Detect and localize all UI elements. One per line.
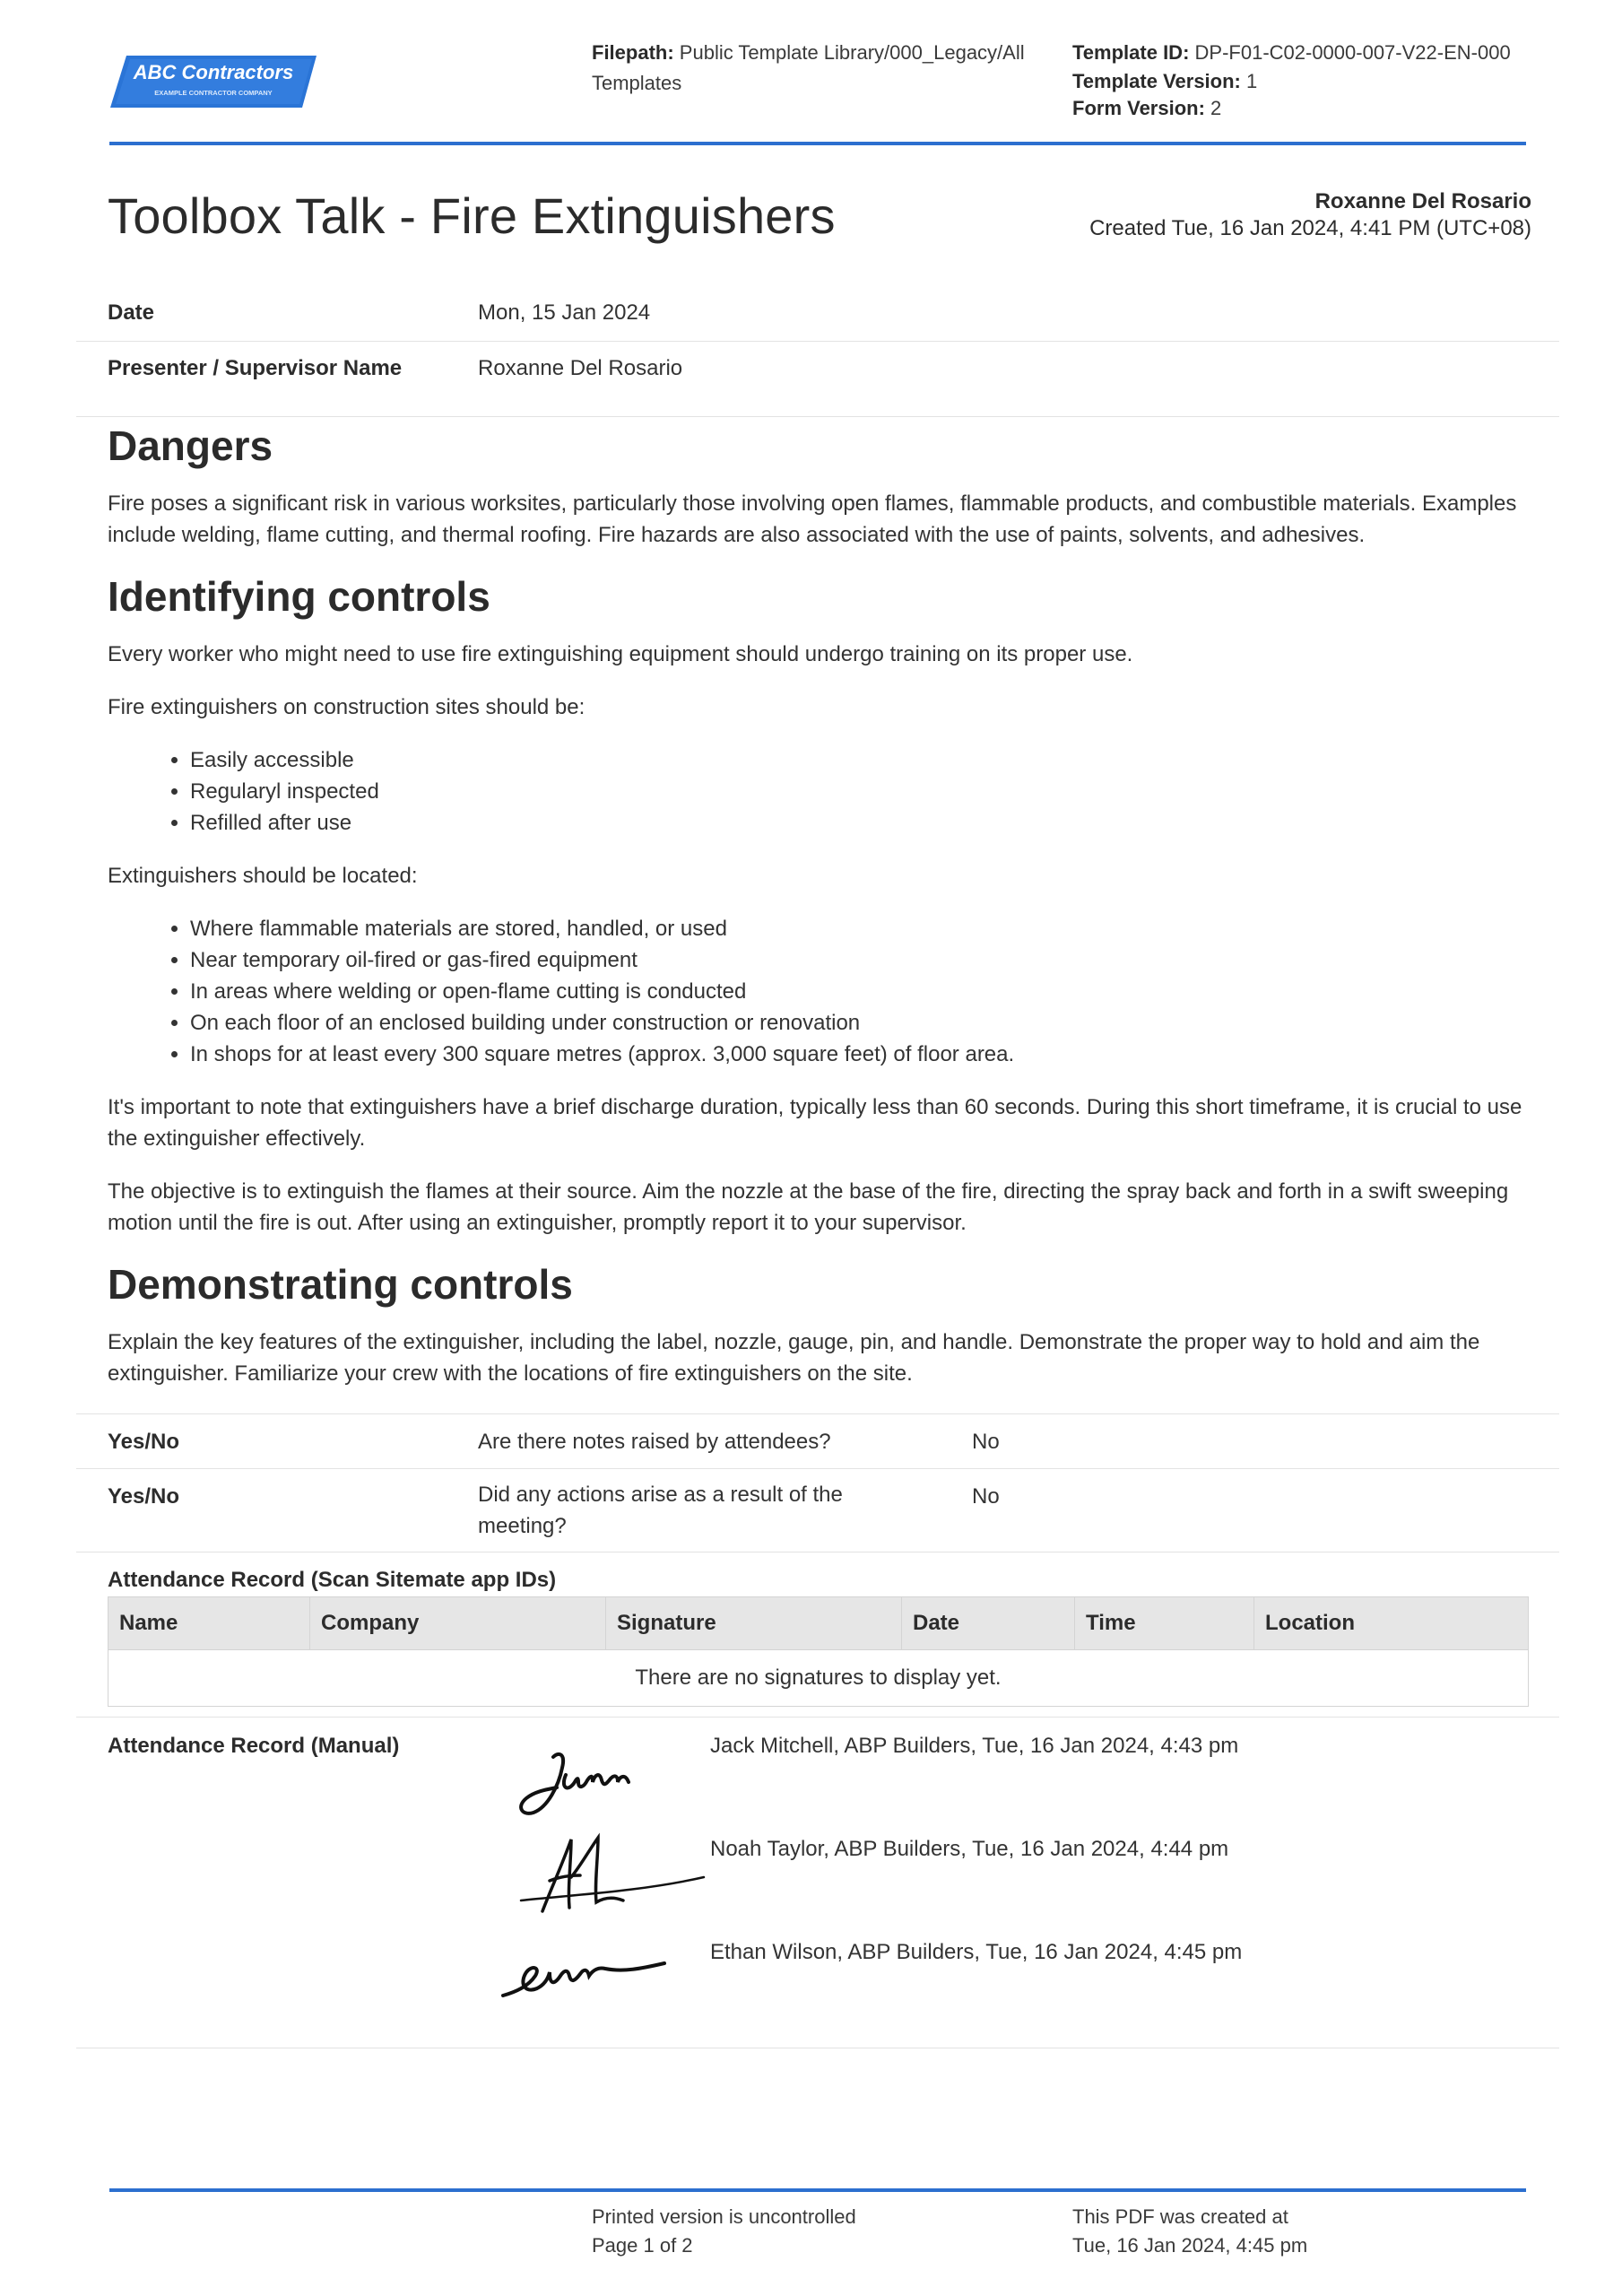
template-version-line [1072, 66, 1574, 97]
field-value: Roxanne Del Rosario [478, 356, 683, 380]
empty-table-message: There are no signatures to display yet. [108, 1650, 1529, 1707]
footer-divider [109, 2188, 1526, 2192]
company-logo [110, 52, 317, 111]
column-header-company: Company [310, 1597, 606, 1650]
field-label: Presenter / Supervisor Name [108, 356, 403, 380]
question-row [76, 1469, 1559, 1552]
list-item: • On each floor of an enclosed building under construction or renovation [190, 1007, 1535, 1039]
identifying-paragraph: Every worker who might need to use fire extinguishing equipment should undergo training on its proper use. [108, 642, 1133, 666]
footer-created-info [1072, 2203, 1307, 2260]
page-number: Page 1 of 2 [592, 2234, 693, 2257]
list-item: • Where flammable materials are stored, handled, or used [190, 913, 1535, 944]
demonstrating-text: Explain the key features of the extinguisher, including the label, nozzle, gauge, pin, and handle. Demonstrate the proper way to hold and aim the extinguisher. Familiarize your crew with the locations of fire extinguishers on the site. [108, 1330, 1480, 1386]
section-heading-demonstrating: Demonstrating controls [108, 1261, 573, 1308]
form-version-value: 2 [1210, 97, 1222, 119]
template-id-value: DP-F01-C02-0000-007-V22-EN-000 [1194, 41, 1511, 64]
form-version-line [1072, 93, 1574, 124]
list-item: • Easily accessible [190, 744, 1535, 776]
question-text: Are there notes raised by attendees? [478, 1430, 831, 1454]
identifying-paragraph: Extinguishers should be located: [108, 864, 418, 888]
template-version-value: 1 [1246, 70, 1258, 92]
attendance-table [108, 1596, 1529, 1707]
field-value: Mon, 15 Jan 2024 [478, 300, 651, 325]
field-label: Date [108, 300, 155, 325]
signature-image [516, 1825, 713, 1924]
column-header-time: Time [1075, 1597, 1254, 1650]
question-text: Did any actions arise as a result of the meeting? [478, 1483, 843, 1538]
list-item: • Regularyl inspected [190, 776, 1535, 807]
logo-text: ABC Contractors [133, 61, 294, 83]
signature-entry: Noah Taylor, ABP Builders, Tue, 16 Jan 2024, 4:44 pm [710, 1837, 1229, 1861]
template-id-line [1072, 38, 1574, 68]
question-row [76, 1413, 1559, 1469]
field-row-presenter [76, 343, 1559, 417]
signature-image [498, 1936, 677, 2008]
template-info [1072, 38, 1574, 124]
attendance-app-title: Attendance Record (Scan Sitemate app IDs) [108, 1568, 557, 1592]
column-header-name: Name [108, 1597, 310, 1650]
document-body [108, 422, 1535, 1411]
question-label: Yes/No [108, 1484, 180, 1509]
identifying-paragraph: The objective is to extinguish the flames at their source. Aim the nozzle at the base of the fire, directing the spray back and forth in a swift sweeping motion until the fire is out. After using an extinguisher, promptly report it to your supervisor. [108, 1179, 1509, 1235]
filepath-label: Filepath: [592, 41, 674, 64]
table-row [108, 1650, 1529, 1707]
template-id-label: Template ID: [1072, 41, 1190, 64]
created-timestamp: Created Tue, 16 Jan 2024, 4:41 PM (UTC+08) [1089, 216, 1531, 240]
creator-block [1089, 188, 1531, 242]
section-heading-dangers: Dangers [108, 422, 273, 469]
page-title: Toolbox Talk - Fire Extinguishers [108, 187, 836, 244]
table-header-row [108, 1597, 1529, 1650]
list-item: • In shops for at least every 300 square metres (approx. 3,000 square feet) of floor area. [190, 1039, 1535, 1070]
uncontrolled-notice: Printed version is uncontrolled [592, 2205, 856, 2228]
field-row-date [76, 289, 1559, 342]
template-version-label: Template Version: [1072, 70, 1241, 92]
signature-entry: Jack Mitchell, ABP Builders, Tue, 16 Jan 2024, 4:43 pm [710, 1734, 1239, 1758]
extinguisher-location-list [108, 913, 1535, 1070]
attendance-table-wrapper [108, 1596, 1529, 1707]
header-divider [109, 142, 1526, 145]
list-item: • Refilled after use [190, 807, 1535, 839]
column-header-date: Date [902, 1597, 1075, 1650]
column-header-location: Location [1254, 1597, 1529, 1650]
column-header-signature: Signature [606, 1597, 902, 1650]
signature-image [507, 1735, 659, 1825]
pdf-created-label: This PDF was created at [1072, 2205, 1288, 2228]
pdf-created-timestamp: Tue, 16 Jan 2024, 4:45 pm [1072, 2234, 1308, 2257]
question-answer: No [972, 1430, 1000, 1454]
attendance-manual-title: Attendance Record (Manual) [108, 1734, 400, 1758]
section-heading-identifying: Identifying controls [108, 573, 490, 620]
question-label: Yes/No [108, 1430, 180, 1454]
list-item: • In areas where welding or open-flame cutting is conducted [190, 976, 1535, 1007]
identifying-paragraph: It's important to note that extinguishers have a brief discharge duration, typically less than 60 seconds. During this short timeframe, it is crucial to use the extinguisher effectively. [108, 1095, 1522, 1151]
dangers-text: Fire poses a significant risk in various worksites, particularly those involving open flames, flammable products, and combustible materials. Examples include welding, flame cutting, and thermal roofing. Fire hazards are also associated with the use of paints, solvents, and adhesives. [108, 491, 1517, 547]
question-answer: No [972, 1484, 1000, 1509]
signature-entry: Ethan Wilson, ABP Builders, Tue, 16 Jan 2024, 4:45 pm [710, 1940, 1243, 1964]
form-version-label: Form Version: [1072, 97, 1205, 119]
footer-control-notice [592, 2203, 856, 2260]
creator-name: Roxanne Del Rosario [1314, 189, 1531, 213]
identifying-paragraph: Fire extinguishers on construction sites should be: [108, 695, 585, 719]
logo-subtext: EXAMPLE CONTRACTOR COMPANY [154, 89, 273, 97]
list-item: • Near temporary oil-fired or gas-fired equipment [190, 944, 1535, 976]
manual-attendance-section [76, 1717, 1559, 2048]
extinguisher-requirements-list [108, 744, 1535, 839]
filepath-block [592, 38, 1049, 99]
filepath-value: Public Template Library/000_Legacy/All Templates [592, 41, 1025, 94]
